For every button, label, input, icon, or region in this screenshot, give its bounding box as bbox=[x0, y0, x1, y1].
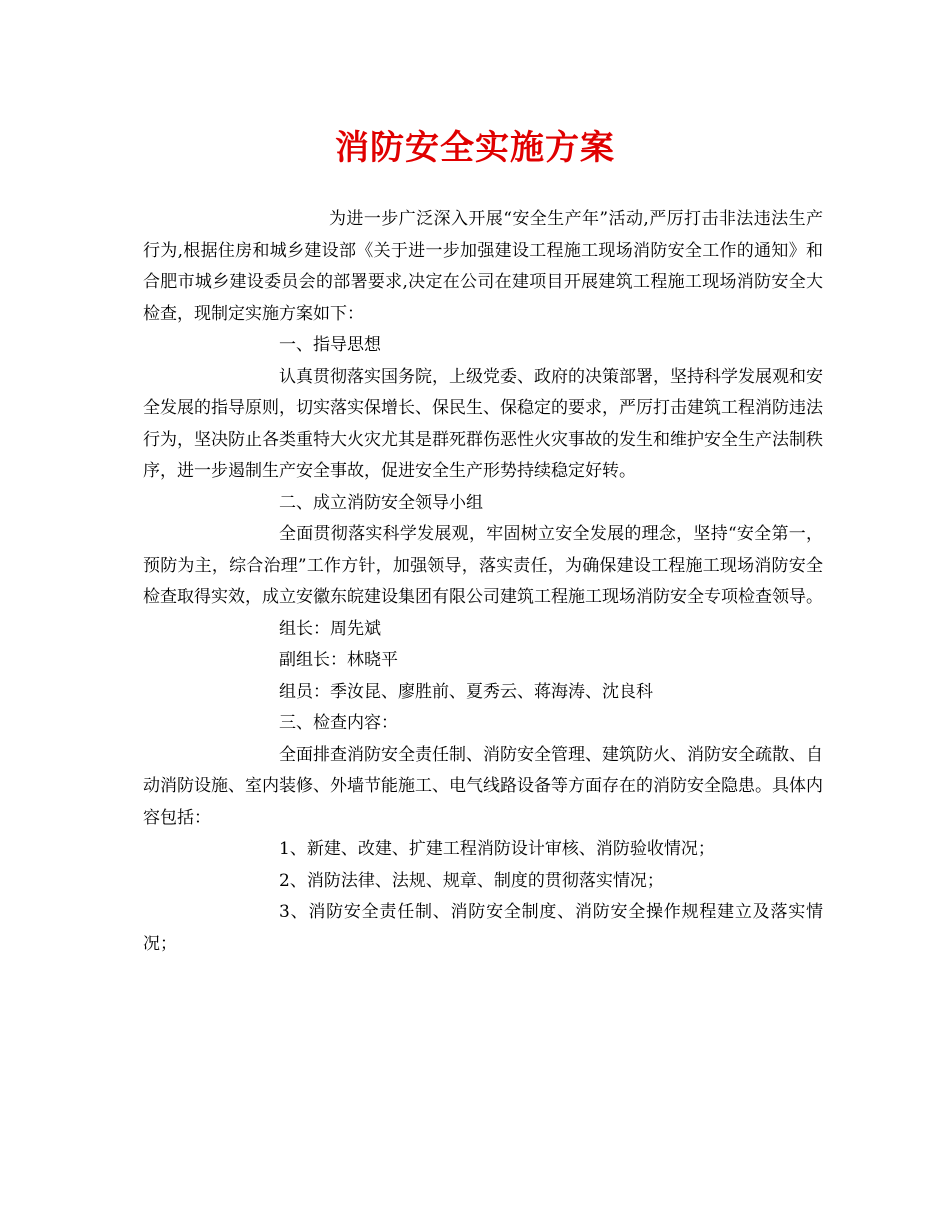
section-heading-guiding-thought: 一、指导思想 bbox=[279, 335, 381, 355]
deputy-group-leader: 副组长：林晓平 bbox=[279, 650, 398, 670]
section-heading-inspection-content: 三、检查内容： bbox=[279, 713, 398, 733]
group-members: 组员：季汝昆、廖胜前、夏秀云、蒋海涛、沈良科 bbox=[279, 681, 653, 702]
guiding-thought-paragraph: 认真贯彻落实国务院，上级党委、政府的决策部署，坚持科学发展观和安全发展的指导原则，切实落实保增长、保民生、保稳定的要求，严厉打击建筑工程消防违法行为，坚决防止各类重特大火灾尤其是群死群伤恶性火灾事故的发生和维护安全生产法制秩序，进一步遏制生产安全事故，促进安全生产形势持续稳定好转。 bbox=[143, 366, 823, 481]
document-body bbox=[143, 204, 823, 960]
list-item: 3、消防安全责任制、消防安全制度、消防安全操作规程建立及落实情况； bbox=[143, 902, 823, 954]
section-heading-leadership-group: 二、成立消防安全领导小组 bbox=[279, 492, 483, 513]
leadership-group-paragraph: 全面贯彻落实科学发展观，牢固树立安全发展的理念，坚持“安全第一，预防为主，综合治理”工作方针，加强领导，落实责任，为确保建设工程施工现场消防安全检查取得实效，成立安徽东皖建设集团有限公司建筑工程施工现场消防安全专项检查领导。 bbox=[143, 524, 823, 607]
list-item: 1、新建、改建、扩建工程消防设计审核、消防验收情况； bbox=[279, 839, 715, 859]
intro-paragraph: 为进一步广泛深入开展“安全生产年”活动,严厉打击非法违法生产行为,根据住房和城乡建设部《关于进一步加强建设工程施工现场消防安全工作的通知》和合肥市城乡建设委员会的部署要求,决定在公司在建项目开展建筑工程施工现场消防安全大检查，现制定实施方案如下： bbox=[143, 209, 823, 324]
document-title: 消防安全实施方案 bbox=[335, 128, 615, 168]
inspection-content-paragraph: 全面排查消防安全责任制、消防安全管理、建筑防火、消防安全疏散、自动消防设施、室内装修、外墙节能施工、电气线路设备等方面存在的消防安全隐患。具体内容包括： bbox=[143, 744, 823, 828]
list-item: 2、消防法律、法规、规章、制度的贯彻落实情况； bbox=[279, 870, 664, 891]
group-leader: 组长：周先斌 bbox=[279, 618, 381, 639]
